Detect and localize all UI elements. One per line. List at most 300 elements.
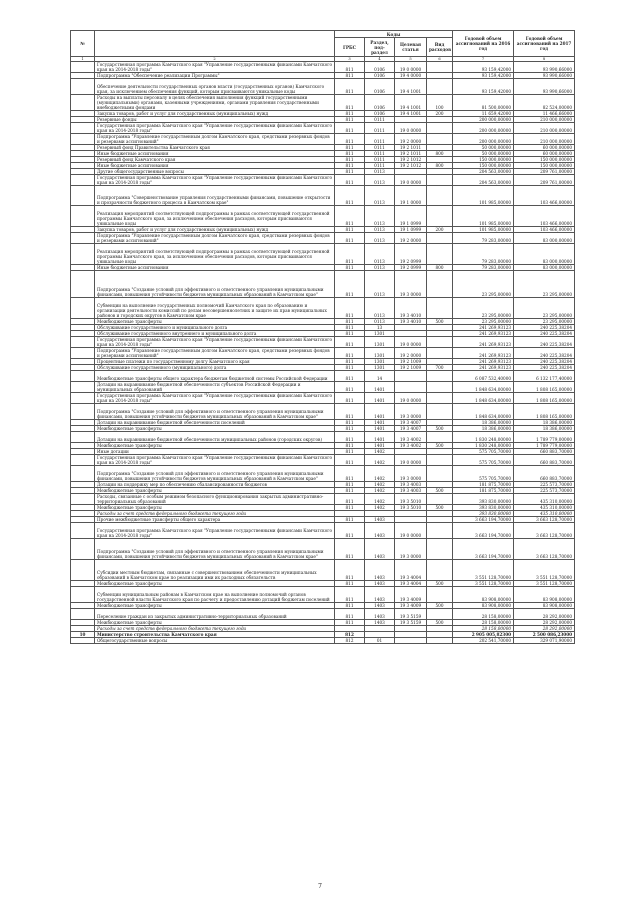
amount-2017-cell: 23 295,00000 bbox=[514, 319, 575, 325]
target-article-cell: 19 0 0000 bbox=[395, 175, 427, 186]
grbs-cell: 811 bbox=[335, 157, 365, 163]
amount-2017-cell: 60 000,00000 bbox=[514, 151, 575, 157]
amount-2016-cell: 241 269,93123 bbox=[453, 365, 514, 371]
target-article-cell: 19 2 1012 bbox=[395, 163, 427, 169]
amount-2016-cell: 204 563,00000 bbox=[453, 175, 514, 186]
grbs-cell: 811 bbox=[335, 609, 365, 620]
amount-2017-cell: 225 573,70000 bbox=[514, 482, 575, 488]
amount-2017-cell: 240 225,38204 bbox=[514, 348, 575, 359]
amount-2017-cell: 83 000,00000 bbox=[514, 265, 575, 271]
amount-2016-cell: 2 905 005,82300 bbox=[453, 632, 514, 638]
table-row bbox=[71, 455, 575, 466]
grbs-cell: 812 bbox=[335, 632, 365, 638]
amount-2017-cell: 225 573,70000 bbox=[514, 488, 575, 494]
razdel-cell: 0113 bbox=[365, 169, 395, 175]
target-article-cell: 19 0 0000 bbox=[395, 523, 427, 539]
amount-2017-cell: 82 524,00000 bbox=[514, 95, 575, 111]
razdel-cell: 1403 bbox=[365, 581, 395, 587]
table-row bbox=[71, 95, 575, 111]
amount-2017-cell: 23 295,00000 bbox=[514, 271, 575, 298]
target-article-cell: 19 1 0999 bbox=[395, 206, 427, 227]
row-number-cell bbox=[71, 539, 95, 560]
grbs-cell: 811 bbox=[335, 382, 365, 393]
description-cell: Расходы на выплаты персоналу в целях обеспечения выполнения функций государственными (муниципальными) органами, казенными учреждениями, органами управления государственными внебюджетными фондами bbox=[95, 95, 335, 111]
grbs-cell: 811 bbox=[335, 233, 365, 244]
grbs-cell: 811 bbox=[335, 603, 365, 609]
expense-type-cell bbox=[427, 186, 453, 206]
amount-2017-cell: 209 761,00000 bbox=[514, 175, 575, 186]
grbs-cell: 811 bbox=[335, 581, 365, 587]
table-row bbox=[71, 609, 575, 620]
amount-2016-cell: 3 551 128,70000 bbox=[453, 560, 514, 581]
expense-type-cell bbox=[427, 348, 453, 359]
amount-2017-cell: 18 386,00000 bbox=[514, 420, 575, 426]
header-cs: Целевая статья bbox=[395, 38, 427, 57]
amount-2017-cell: 435 310,00000 bbox=[514, 511, 575, 517]
amount-2016-cell: 101 985,00000 bbox=[453, 206, 514, 227]
razdel-cell: 1403 bbox=[365, 603, 395, 609]
amount-2017-cell: 103 466,00000 bbox=[514, 186, 575, 206]
amount-2016-cell: 23 295,00000 bbox=[453, 298, 514, 319]
grbs-cell: 811 bbox=[335, 111, 365, 117]
target-article-cell: 19 3 4009 bbox=[395, 587, 427, 603]
razdel-cell: 1401 bbox=[365, 432, 395, 443]
header-desc bbox=[95, 31, 335, 57]
amount-2017-cell: 23 295,00000 bbox=[514, 298, 575, 319]
expense-type-cell bbox=[427, 539, 453, 560]
amount-2016-cell: 241 269,93123 bbox=[453, 331, 514, 337]
amount-2017-cell: 3 551 128,70000 bbox=[514, 560, 575, 581]
description-cell: Подпрограмма "Совершенствование управления государственными финансами, повышение открытости и прозрачности бюджетного процесса в Камчатском крае" bbox=[95, 186, 335, 206]
description-cell: Государственная программа Камчатского края "Управление государственными финансами Камчатского края на 2014-2018 годы" bbox=[95, 523, 335, 539]
razdel-cell: 0113 bbox=[365, 298, 395, 319]
table-row bbox=[71, 233, 575, 244]
amount-2016-cell: 3 551 128,70000 bbox=[453, 581, 514, 587]
row-number-cell bbox=[71, 186, 95, 206]
grbs-cell: 811 bbox=[335, 319, 365, 325]
expense-type-cell: 700 bbox=[427, 365, 453, 371]
description-cell: Переселение граждан из закрытых административно-территориальных образований bbox=[95, 609, 335, 620]
row-number-cell bbox=[71, 494, 95, 505]
amount-2017-cell: 18 386,00000 bbox=[514, 426, 575, 432]
description-cell: Государственная программа Камчатского края "Управление государственными финансами Камчатского края на 2014-2018 годы" bbox=[95, 62, 335, 73]
expense-type-cell: 200 bbox=[427, 227, 453, 233]
amount-2016-cell: 28 158,00000 bbox=[453, 609, 514, 620]
grbs-cell: 811 bbox=[335, 620, 365, 626]
target-article-cell bbox=[395, 382, 427, 393]
amount-2016-cell: 50 000,00000 bbox=[453, 145, 514, 151]
amount-2017-cell: 83 000,00000 bbox=[514, 233, 575, 244]
amount-2016-cell: 241 269,93123 bbox=[453, 337, 514, 348]
table-row bbox=[71, 404, 575, 420]
description-cell: Государственная программа Камчатского края "Управление государственными финансами Камчатского края на 2014-2018 годы" bbox=[95, 175, 335, 186]
grbs-cell: 811 bbox=[335, 494, 365, 505]
target-article-cell: 19 2 0000 bbox=[395, 134, 427, 145]
target-article-cell: 19 3 4007 bbox=[395, 426, 427, 432]
amount-2016-cell: 150 000,00000 bbox=[453, 163, 514, 169]
razdel-cell: 1401 bbox=[365, 404, 395, 420]
grbs-cell: 812 bbox=[335, 638, 365, 644]
amount-2016-cell: 181 875,70000 bbox=[453, 488, 514, 494]
row-number-cell bbox=[71, 466, 95, 482]
target-article-cell: 19 0 0000 bbox=[395, 123, 427, 134]
amount-2017-cell: 435 310,00000 bbox=[514, 494, 575, 505]
budget-table bbox=[70, 30, 575, 644]
amount-2017-cell: 103 466,00000 bbox=[514, 206, 575, 227]
row-number-cell bbox=[71, 638, 95, 644]
target-article-cell: 19 1 0999 bbox=[395, 227, 427, 233]
expense-type-cell: 100 bbox=[427, 95, 453, 111]
amount-2016-cell: 93 159,42000 bbox=[453, 79, 514, 95]
target-article-cell: 19 3 4004 bbox=[395, 560, 427, 581]
razdel-cell: 1402 bbox=[365, 455, 395, 466]
razdel-cell: 1401 bbox=[365, 393, 395, 404]
amount-2016-cell: 6 087 532,40000 bbox=[453, 371, 514, 382]
description-cell: Дотации на поддержку мер по обеспечению сбалансированности бюджетов bbox=[95, 482, 335, 488]
table-row bbox=[71, 466, 575, 482]
amount-2017-cell: 435 310,00000 bbox=[514, 505, 575, 511]
razdel-cell: 1403 bbox=[365, 587, 395, 603]
amount-2016-cell: 575 705,70000 bbox=[453, 449, 514, 455]
grbs-cell: 811 bbox=[335, 244, 365, 265]
description-cell: Межбюджетные трансферты bbox=[95, 426, 335, 432]
description-cell: Резервный фонд Правительства Камчатского края bbox=[95, 145, 335, 151]
row-number-cell bbox=[71, 348, 95, 359]
expense-type-cell bbox=[427, 609, 453, 620]
row-number-cell bbox=[71, 134, 95, 145]
amount-2016-cell: 11 659,42000 bbox=[453, 111, 514, 117]
description-cell: Субвенции на выполнение государственных полномочий Камчатского края по образованию и организации деятельности комиссий по делам несовершеннолетних и защите их прав муниципальных районов и городских округов в Камчатском крае bbox=[95, 298, 335, 319]
table-row bbox=[71, 186, 575, 206]
amount-2017-cell: 1 808 165,00000 bbox=[514, 404, 575, 420]
budget-table-sheet bbox=[70, 30, 574, 644]
row-number-cell bbox=[71, 79, 95, 95]
grbs-cell: 811 bbox=[335, 186, 365, 206]
amount-2016-cell: 83 908,00000 bbox=[453, 587, 514, 603]
table-row bbox=[71, 79, 575, 95]
razdel-cell: 1402 bbox=[365, 466, 395, 482]
table-row bbox=[71, 123, 575, 134]
amount-2017-cell: 1 808 165,00000 bbox=[514, 393, 575, 404]
razdel-cell: 0106 bbox=[365, 62, 395, 73]
grbs-cell: 811 bbox=[335, 466, 365, 482]
target-article-cell: 19 4 1001 bbox=[395, 79, 427, 95]
razdel-cell: 0113 bbox=[365, 271, 395, 298]
description-cell: Общегосударственные вопросы bbox=[95, 638, 335, 644]
grbs-cell: 811 bbox=[335, 587, 365, 603]
expense-type-cell bbox=[427, 404, 453, 420]
grbs-cell: 811 bbox=[335, 365, 365, 371]
amount-2017-cell: 240 225,38204 bbox=[514, 365, 575, 371]
table-row bbox=[71, 337, 575, 348]
target-article-cell: 19 2 0000 bbox=[395, 233, 427, 244]
header-2017: Годовой объем ассигнований на 2017 год bbox=[514, 31, 575, 57]
description-cell: Субвенции муниципальным районам в Камчатском крае на выполнение полномочий органов государственной власти Камчатского края по расчету и предоставлению дотаций бюджетам поселений bbox=[95, 587, 335, 603]
row-number-cell bbox=[71, 560, 95, 581]
description-cell: Подпрограмма "Создание условий для эффективного и ответственного управления муниципальными финансами, повышения устойчивости бюджетов муниципальных образований в Камчатском крае" bbox=[95, 404, 335, 420]
grbs-cell: 811 bbox=[335, 117, 365, 123]
expense-type-cell bbox=[427, 393, 453, 404]
target-article-cell bbox=[395, 371, 427, 382]
razdel-cell: 0113 bbox=[365, 206, 395, 227]
razdel-cell: 0111 bbox=[365, 134, 395, 145]
amount-2016-cell: 18 386,00000 bbox=[453, 420, 514, 426]
amount-2017-cell: 28 292,00000 bbox=[514, 609, 575, 620]
table-row bbox=[71, 523, 575, 539]
description-cell: Дотации на выравнивание бюджетной обеспеченности муниципальных районов (городских округов) bbox=[95, 432, 335, 443]
amount-2017-cell: 93 990,66000 bbox=[514, 79, 575, 95]
razdel-cell: 0106 bbox=[365, 79, 395, 95]
amount-2016-cell: 28 158,00000 bbox=[453, 626, 514, 632]
amount-2017-cell: 240 225,38204 bbox=[514, 325, 575, 331]
razdel-cell: 0113 bbox=[365, 186, 395, 206]
expense-type-cell bbox=[427, 271, 453, 298]
razdel-cell: 0113 bbox=[365, 227, 395, 233]
row-number-cell bbox=[71, 175, 95, 186]
amount-2016-cell: 1 848 634,00000 bbox=[453, 382, 514, 393]
grbs-cell: 811 bbox=[335, 62, 365, 73]
razdel-cell: 0113 bbox=[365, 265, 395, 271]
razdel-cell: 13 bbox=[365, 325, 395, 331]
amount-2017-cell: 3 551 128,70000 bbox=[514, 581, 575, 587]
description-cell: Резервный фонд Камчатского края bbox=[95, 157, 335, 163]
amount-2017-cell: 210 000,00000 bbox=[514, 117, 575, 123]
expense-type-cell bbox=[427, 298, 453, 319]
grbs-cell: 811 bbox=[335, 169, 365, 175]
column-number: 4 bbox=[365, 57, 395, 62]
expense-type-cell bbox=[427, 382, 453, 393]
expense-type-cell: 800 bbox=[427, 151, 453, 157]
table-row bbox=[71, 393, 575, 404]
amount-2016-cell: 181 875,70000 bbox=[453, 482, 514, 488]
description-cell: Расходы, связанные с особым режимом безопасного функционирования закрытых административно-территориальных образований bbox=[95, 494, 335, 505]
target-article-cell: 19 3 0000 bbox=[395, 539, 427, 560]
amount-2017-cell: 83 908,00000 bbox=[514, 587, 575, 603]
grbs-cell: 811 bbox=[335, 175, 365, 186]
razdel-cell: 1402 bbox=[365, 482, 395, 488]
column-number: 5 bbox=[395, 57, 427, 62]
amount-2016-cell: 81 500,00000 bbox=[453, 95, 514, 111]
row-number-cell bbox=[71, 587, 95, 603]
header-grbs: ГРБС bbox=[335, 38, 365, 57]
table-row bbox=[71, 62, 575, 73]
header-row-top bbox=[71, 31, 575, 38]
row-number-cell bbox=[71, 62, 95, 73]
amount-2016-cell: 575 705,70000 bbox=[453, 455, 514, 466]
razdel-cell: 1402 bbox=[365, 505, 395, 511]
expense-type-cell: 200 bbox=[427, 111, 453, 117]
target-article-cell: 19 3 4002 bbox=[395, 443, 427, 449]
target-article-cell: 19 3 5010 bbox=[395, 494, 427, 505]
expense-type-cell bbox=[427, 244, 453, 265]
target-article-cell: 19 4 1001 bbox=[395, 95, 427, 111]
grbs-cell: 811 bbox=[335, 560, 365, 581]
description-cell: Межбюджетные трансферты bbox=[95, 443, 335, 449]
razdel-cell: 1402 bbox=[365, 488, 395, 494]
description-cell: Иные бюджетные ассигнования bbox=[95, 163, 335, 169]
expense-type-cell bbox=[427, 523, 453, 539]
table-row bbox=[71, 539, 575, 560]
grbs-cell: 811 bbox=[335, 325, 365, 331]
razdel-cell: 1403 bbox=[365, 523, 395, 539]
amount-2017-cell: 93 990,66000 bbox=[514, 62, 575, 73]
razdel-cell: 0113 bbox=[365, 233, 395, 244]
table-row bbox=[71, 560, 575, 581]
amount-2017-cell: 660 883,70000 bbox=[514, 449, 575, 455]
razdel-cell: 1301 bbox=[365, 359, 395, 365]
amount-2016-cell: 101 985,00000 bbox=[453, 186, 514, 206]
description-cell: Межбюджетные трансферты bbox=[95, 620, 335, 626]
row-number-cell bbox=[71, 393, 95, 404]
amount-2017-cell: 93 990,66000 bbox=[514, 73, 575, 79]
description-cell: Подпрограмма "Создание условий для эффективного и ответственного управления муниципальными финансами, повышения устойчивости бюджетов муниципальных образований в Камчатском крае" bbox=[95, 539, 335, 560]
row-number-cell bbox=[71, 404, 95, 420]
target-article-cell: 19 2 1011 bbox=[395, 151, 427, 157]
expense-type-cell: 500 bbox=[427, 581, 453, 587]
grbs-cell: 811 bbox=[335, 539, 365, 560]
description-cell: Министерство строительства Камчатского края bbox=[95, 632, 335, 638]
target-article-cell: 19 2 1011 bbox=[395, 145, 427, 151]
expense-type-cell: 500 bbox=[427, 488, 453, 494]
razdel-cell: 1301 bbox=[365, 365, 395, 371]
razdel-cell: 0111 bbox=[365, 157, 395, 163]
expense-type-cell bbox=[427, 494, 453, 505]
razdel-cell: 0106 bbox=[365, 111, 395, 117]
row-number-cell bbox=[71, 609, 95, 620]
razdel-cell: 14 bbox=[365, 371, 395, 382]
target-article-cell: 19 3 4004 bbox=[395, 581, 427, 587]
description-cell: Межбюджетные трансферты bbox=[95, 319, 335, 325]
amount-2017-cell: 3 663 128,70000 bbox=[514, 539, 575, 560]
amount-2016-cell: 50 000,00000 bbox=[453, 151, 514, 157]
razdel-cell: 1401 bbox=[365, 382, 395, 393]
table-row bbox=[71, 494, 575, 505]
grbs-cell: 811 bbox=[335, 206, 365, 227]
expense-type-cell bbox=[427, 123, 453, 134]
target-article-cell: 19 2 0999 bbox=[395, 244, 427, 265]
amount-2016-cell: 1 848 634,00000 bbox=[453, 404, 514, 420]
target-article-cell: 19 4 1001 bbox=[395, 111, 427, 117]
grbs-cell: 811 bbox=[335, 432, 365, 443]
expense-type-cell bbox=[427, 206, 453, 227]
target-article-cell: 19 3 4009 bbox=[395, 603, 427, 609]
razdel-cell: 1402 bbox=[365, 449, 395, 455]
row-number-cell bbox=[71, 371, 95, 382]
amount-2017-cell: 3 663 128,70000 bbox=[514, 523, 575, 539]
amount-2016-cell: 18 386,00000 bbox=[453, 426, 514, 432]
row-number-cell bbox=[71, 382, 95, 393]
expense-type-cell bbox=[427, 587, 453, 603]
razdel-cell: 0106 bbox=[365, 73, 395, 79]
razdel-cell: 01 bbox=[365, 638, 395, 644]
amount-2017-cell: 28 292,00000 bbox=[514, 620, 575, 626]
amount-2016-cell: 3 663 194,70000 bbox=[453, 539, 514, 560]
amount-2016-cell: 150 000,00000 bbox=[453, 157, 514, 163]
amount-2017-cell: 150 000,00000 bbox=[514, 157, 575, 163]
amount-2017-cell: 660 883,70000 bbox=[514, 455, 575, 466]
column-number: 8 bbox=[514, 57, 575, 62]
description-cell: Государственная программа Камчатского края "Управление государственными финансами Камчатского края на 2014-2018 годы" bbox=[95, 123, 335, 134]
razdel-cell: 1301 bbox=[365, 348, 395, 359]
table-row bbox=[71, 298, 575, 319]
page-number: 7 bbox=[318, 883, 322, 890]
description-cell: Подпрограмма "Создание условий для эффективного и ответственного управления муниципальными финансами, повышения устойчивости бюджетов муниципальных образований в Камчатском крае" bbox=[95, 466, 335, 482]
razdel-cell: 0106 bbox=[365, 95, 395, 111]
description-cell: Субсидии местным бюджетам, связанные с совершенствованием обеспеченности муниципальных образований в Камчатском крае по реализации ими их расходных обязательств bbox=[95, 560, 335, 581]
grbs-cell: 811 bbox=[335, 134, 365, 145]
description-cell: Обеспечение деятельности государственных органов власти (государственных органов) Камчатского края, за исключением обеспечения функций, которым присваиваются уникальные коды bbox=[95, 79, 335, 95]
razdel-cell: 1401 bbox=[365, 420, 395, 426]
table-row bbox=[71, 638, 575, 644]
grbs-cell: 811 bbox=[335, 455, 365, 466]
amount-2016-cell: 23 295,00000 bbox=[453, 319, 514, 325]
grbs-cell: 811 bbox=[335, 488, 365, 494]
razdel-cell: 0111 bbox=[365, 123, 395, 134]
expense-type-cell bbox=[427, 337, 453, 348]
expense-type-cell: 800 bbox=[427, 163, 453, 169]
amount-2017-cell: 11 466,66000 bbox=[514, 111, 575, 117]
description-cell: Подпрограмма "Создание условий для эффективного и ответственного управления муниципальными финансами, повышения устойчивости бюджетов муниципальных образований в Камчатском крае" bbox=[95, 271, 335, 298]
description-cell: Государственная программа Камчатского края "Управление государственными финансами Камчатского края на 2014-2018 годы" bbox=[95, 337, 335, 348]
amount-2017-cell: 210 000,00000 bbox=[514, 123, 575, 134]
amount-2017-cell: 329 071,90000 bbox=[514, 638, 575, 644]
target-article-cell: 19 1 0000 bbox=[395, 186, 427, 206]
description-cell: Иные бюджетные ассигнования bbox=[95, 151, 335, 157]
description-cell: Подпрограмма "Управление государственным долгом Камчатского края, средствами резервных фондов и резервами ассигнований" bbox=[95, 134, 335, 145]
target-article-cell: 19 2 1012 bbox=[395, 157, 427, 163]
description-cell: Межбюджетные трансферты bbox=[95, 581, 335, 587]
expense-type-cell bbox=[427, 134, 453, 145]
description-cell: Расходы за счет средств федерального бюджета текущего года bbox=[95, 626, 335, 632]
target-article-cell: 19 3 4007 bbox=[395, 420, 427, 426]
amount-2016-cell: 575 705,70000 bbox=[453, 466, 514, 482]
expense-type-cell bbox=[427, 371, 453, 382]
grbs-cell: 811 bbox=[335, 449, 365, 455]
amount-2016-cell: 393 830,00000 bbox=[453, 494, 514, 505]
razdel-cell: 1401 bbox=[365, 443, 395, 449]
amount-2016-cell: 393 830,00000 bbox=[453, 511, 514, 517]
razdel-cell: 1403 bbox=[365, 609, 395, 620]
description-cell: Дотации на выравнивание бюджетной обеспеченности субъектов Российской Федерации и муниципальных образований bbox=[95, 382, 335, 393]
target-article-cell: 19 0 0000 bbox=[395, 393, 427, 404]
table-row bbox=[71, 206, 575, 227]
grbs-cell: 811 bbox=[335, 271, 365, 298]
razdel-cell: 1301 bbox=[365, 331, 395, 337]
amount-2017-cell: 209 761,00000 bbox=[514, 169, 575, 175]
grbs-cell: 811 bbox=[335, 331, 365, 337]
amount-2016-cell: 79 283,00000 bbox=[453, 244, 514, 265]
description-cell: Межбюджетные трансферты bbox=[95, 488, 335, 494]
row-number-cell bbox=[71, 206, 95, 227]
target-article-cell: 19 2 0000 bbox=[395, 348, 427, 359]
description-cell: Государственная программа Камчатского края "Управление государственными финансами Камчатского края на 2014-2018 годы" bbox=[95, 455, 335, 466]
description-cell: Межбюджетные трансферты bbox=[95, 505, 335, 511]
razdel-cell: 1403 bbox=[365, 560, 395, 581]
grbs-cell: 811 bbox=[335, 523, 365, 539]
target-article-cell: 19 3 4003 bbox=[395, 482, 427, 488]
amount-2017-cell: 1 789 779,00000 bbox=[514, 443, 575, 449]
description-cell: Подпрограмма "Обеспечение реализации Программы" bbox=[95, 73, 335, 79]
razdel-cell: 1403 bbox=[365, 517, 395, 523]
expense-type-cell bbox=[427, 233, 453, 244]
grbs-cell: 811 bbox=[335, 95, 365, 111]
row-number-cell bbox=[71, 95, 95, 111]
table-row bbox=[71, 432, 575, 443]
amount-2017-cell: 150 000,00000 bbox=[514, 163, 575, 169]
description-cell: Межбюджетные трансферты bbox=[95, 603, 335, 609]
amount-2016-cell: 241 269,93123 bbox=[453, 325, 514, 331]
expense-type-cell: 800 bbox=[427, 265, 453, 271]
